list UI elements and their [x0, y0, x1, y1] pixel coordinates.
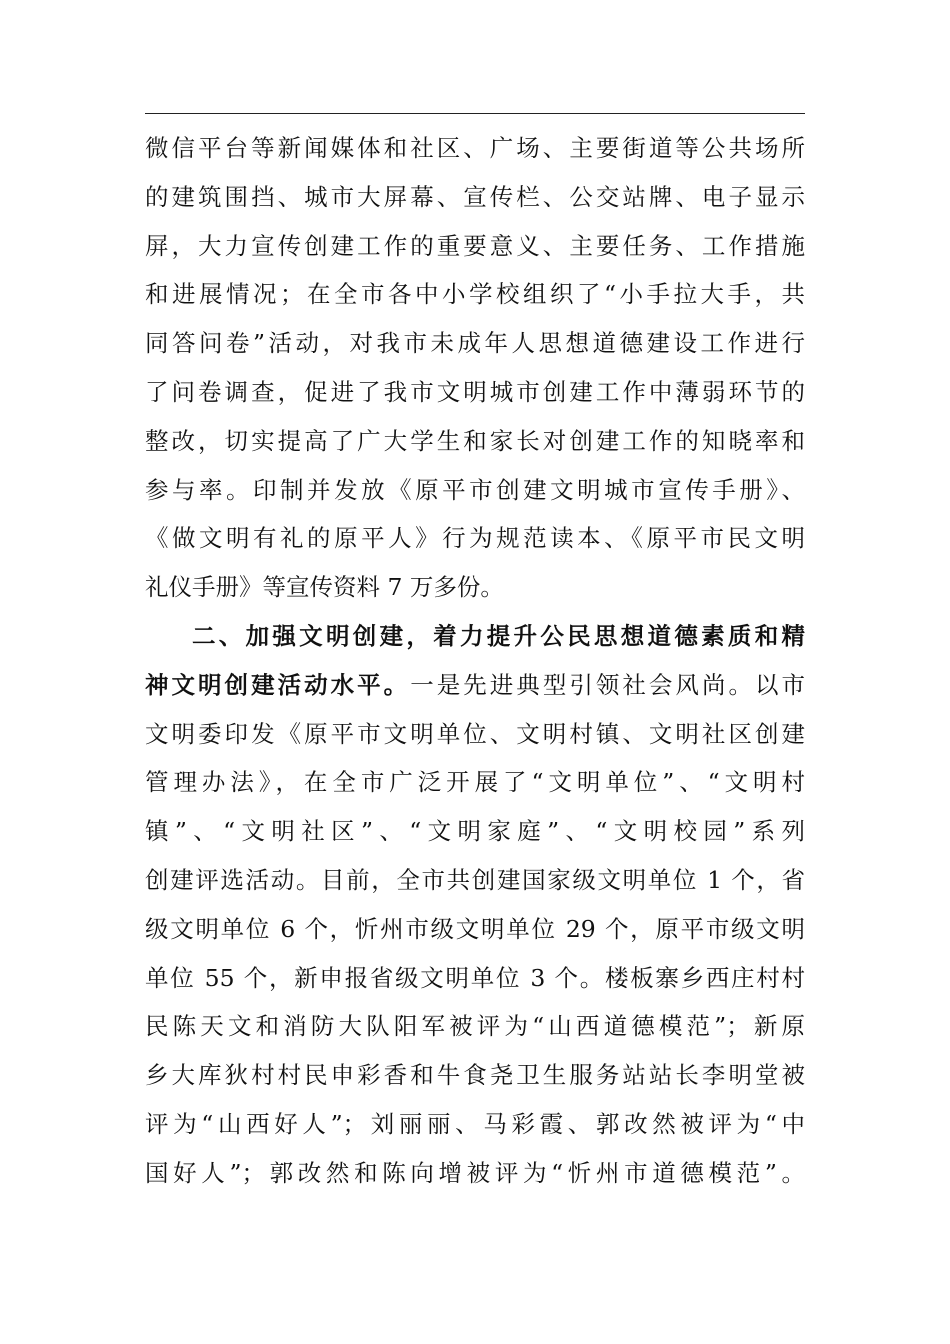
paragraph-line: 单位 55 个，新申报省级文明单位 3 个。楼板寨乡西庄村村	[145, 963, 805, 992]
paragraph-line: 级文明单位 6 个，忻州市级文明单位 29 个，原平市级文明	[145, 914, 805, 943]
body-text	[145, 124, 805, 1198]
section-heading: 二、加强文明创建，着力提升公民思想道德素质和精	[192, 621, 805, 650]
paragraph-line: 微信平台等新闻媒体和社区、广场、主要街道等公共场所	[145, 134, 805, 162]
section-lead-text: 一是先进典型引领社会风尚。以市	[410, 670, 805, 699]
paragraph-line: 镇”、“文明社区”、“文明家庭”、“文明校园”系列	[145, 817, 805, 846]
paragraph-line: 创建评选活动。目前，全市共创建国家级文明单位 1 个，省	[145, 865, 805, 894]
paragraph-line: 屏，大力宣传创建工作的重要意义、主要任务、工作措施	[145, 231, 805, 260]
paragraph-line: 乡大库狄村村民申彩香和牛食尧卫生服务站站长李明堂被	[145, 1061, 805, 1090]
paragraph-line: 和进展情况；在全市各中小学校组织了“小手拉大手，共	[145, 280, 805, 309]
header-rule	[145, 113, 805, 114]
paragraph-line-last: 礼仪手册》等宣传资料 7 万多份。	[145, 573, 504, 602]
paragraph-line: 文明委印发《原平市文明单位、文明村镇、文明社区创建	[145, 719, 805, 748]
paragraph-line: 的建筑围挡、城市大屏幕、宣传栏、公交站牌、电子显示	[145, 182, 805, 211]
paragraph-line: 同答问卷”活动，对我市未成年人思想道德建设工作进行	[145, 329, 805, 358]
section-heading-bold: 神文明创建活动水平。	[145, 670, 411, 699]
paragraph-line: 了问卷调查，促进了我市文明城市创建工作中薄弱环节的	[145, 377, 805, 406]
paragraph-line: 管理办法》，在全市广泛开展了“文明单位”、“文明村	[145, 768, 805, 797]
paragraph-line: 参与率。印制并发放《原平市创建文明城市宣传手册》、	[145, 475, 805, 504]
paragraph-line: 国好人”；郭改然和陈向增被评为“忻州市道德模范”。	[145, 1158, 805, 1187]
paragraph-line: 整改，切实提高了广大学生和家长对创建工作的知晓率和	[145, 426, 805, 455]
paragraph-line: 《做文明有礼的原平人》行为规范读本、《原平市民文明	[145, 524, 805, 553]
paragraph-line: 民陈天文和消防大队阳军被评为“山西道德模范”；新原	[145, 1012, 805, 1041]
section-heading-continued	[145, 661, 805, 710]
paragraph-line: 评为“山西好人”；刘丽丽、马彩霞、郭改然被评为“中	[145, 1109, 805, 1138]
